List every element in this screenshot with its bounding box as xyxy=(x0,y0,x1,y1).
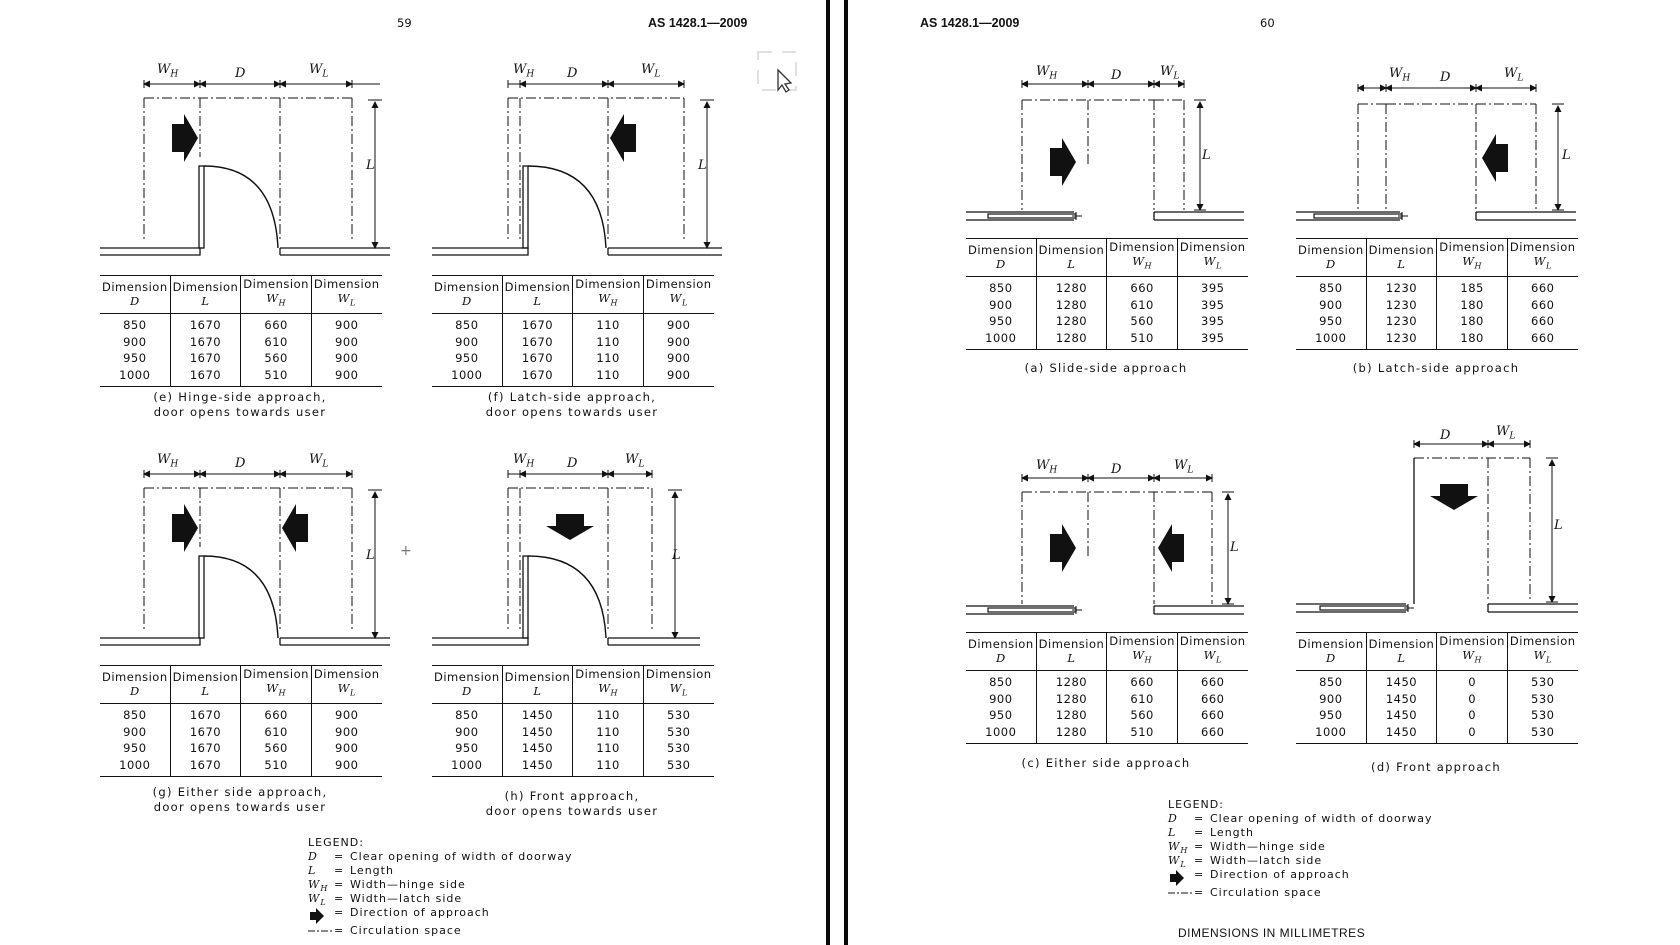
symbol-d: D xyxy=(1440,70,1451,85)
diagram-c xyxy=(966,458,1256,628)
table-row: 950 1280 560 660 xyxy=(966,707,1248,724)
column-header-wh: Dimension $W_H$ xyxy=(573,666,644,704)
symbol-d: D xyxy=(567,66,578,81)
table-row: 900 1230 180 660 xyxy=(1296,297,1578,314)
symbol-wh: $W_H$ xyxy=(157,452,179,470)
circulation-line-icon xyxy=(1168,891,1192,895)
table-row: 900 1280 610 395 xyxy=(966,297,1248,314)
column-header-l: Dimension L xyxy=(1366,239,1437,277)
symbol-wh: $W_H$ xyxy=(513,452,535,470)
dimension-table-g xyxy=(100,665,382,777)
column-header-wl: Dimension $W_L$ xyxy=(643,276,713,314)
symbol-wh: $W_H$ xyxy=(1389,66,1411,84)
table-row: 850 1280 660 395 xyxy=(966,277,1248,297)
legend-item: $W_H$ = Width—hinge side xyxy=(308,878,466,894)
cursor-icon xyxy=(756,50,798,94)
symbol-l: L xyxy=(366,158,375,173)
symbol-l: L xyxy=(1554,518,1563,533)
symbol-d: D xyxy=(1440,428,1451,443)
column-header-d: Dimension D xyxy=(966,633,1036,671)
diagram-e xyxy=(100,62,390,262)
dimension-table-h xyxy=(432,665,714,777)
column-header-d: Dimension D xyxy=(100,276,170,314)
figure-caption-b: (b) Latch-side approach xyxy=(1352,361,1520,375)
column-header-wl: Dimension $W_L$ xyxy=(643,666,713,704)
table-row: 950 1280 560 395 xyxy=(966,313,1248,330)
figure-caption-h: (h) Front approach, door opens towards user xyxy=(485,789,659,818)
symbol-d: D xyxy=(235,66,246,81)
dimension-table-e xyxy=(100,275,382,387)
symbol-l: L xyxy=(698,158,707,173)
column-header-l: Dimension L xyxy=(502,666,573,704)
table-row: 950 1670 560 900 xyxy=(100,740,382,757)
symbol-wh: $W_H$ xyxy=(1036,458,1058,476)
dimension-table-d xyxy=(1296,632,1578,744)
table-row: 850 1230 185 660 xyxy=(1296,277,1578,297)
table-row: 1000 1670 110 900 xyxy=(432,367,714,387)
table-row: 850 1670 660 900 xyxy=(100,314,382,334)
table-row: 850 1450 0 530 xyxy=(1296,671,1578,691)
symbol-wh: $W_H$ xyxy=(513,62,535,80)
table-row: 900 1670 110 900 xyxy=(432,334,714,351)
column-header-wl: Dimension $W_L$ xyxy=(1507,633,1577,671)
table-row: 950 1450 0 530 xyxy=(1296,707,1578,724)
symbol-wl: $W_L$ xyxy=(1504,66,1524,84)
symbol-wl: $W_L$ xyxy=(309,62,329,80)
legend xyxy=(1168,798,1468,900)
table-row: 950 1450 110 530 xyxy=(432,740,714,757)
table-row: 1000 1230 180 660 xyxy=(1296,330,1578,350)
table-row: 850 1670 110 900 xyxy=(432,314,714,334)
symbol-l: L xyxy=(1562,148,1571,163)
circulation-line-icon xyxy=(308,929,332,933)
legend-item: $W_H$ = Width—hinge side xyxy=(1168,840,1326,856)
legend-item: D = Clear opening of width of doorway xyxy=(1168,812,1433,825)
column-header-d: Dimension D xyxy=(432,666,502,704)
symbol-l: L xyxy=(1230,540,1239,555)
symbol-wl: $W_L$ xyxy=(1174,458,1194,476)
symbol-wl: $W_L$ xyxy=(309,452,329,470)
legend-item: = Circulation space xyxy=(1168,886,1468,900)
table-row: 850 1670 660 900 xyxy=(100,704,382,724)
legend-item: $W_L$ = Width—latch side xyxy=(308,892,463,908)
column-header-wh: Dimension $W_H$ xyxy=(241,666,312,704)
table-row: 1000 1450 0 530 xyxy=(1296,724,1578,744)
dimension-table-c xyxy=(966,632,1248,744)
approach-arrow-icon xyxy=(308,908,332,924)
legend-item: = Direction of approach xyxy=(1168,868,1468,886)
column-header-d: Dimension D xyxy=(1296,633,1366,671)
column-header-l: Dimension L xyxy=(1036,239,1107,277)
table-row: 900 1670 610 900 xyxy=(100,724,382,741)
figure-caption-a: (a) Slide-side approach xyxy=(1024,361,1188,375)
page-number: 59 xyxy=(397,16,412,30)
column-header-wl: Dimension $W_L$ xyxy=(311,276,381,314)
legend-item: = Direction of approach xyxy=(308,906,608,924)
table-row: 950 1230 180 660 xyxy=(1296,313,1578,330)
legend-title: LEGEND: xyxy=(1168,798,1224,811)
diagram-a xyxy=(966,64,1256,234)
diagram-f xyxy=(432,62,722,262)
column-header-wh: Dimension $W_H$ xyxy=(1107,239,1178,277)
table-row: 1000 1670 510 900 xyxy=(100,367,382,387)
symbol-d: D xyxy=(567,456,578,471)
legend-item: = Circulation space xyxy=(308,924,608,938)
column-header-wh: Dimension $W_H$ xyxy=(1437,633,1508,671)
column-header-wl: Dimension $W_L$ xyxy=(1507,239,1577,277)
column-header-l: Dimension L xyxy=(502,276,573,314)
table-row: 850 1280 660 660 xyxy=(966,671,1248,691)
symbol-l: L xyxy=(366,548,375,563)
column-header-wl: Dimension $W_L$ xyxy=(1177,633,1247,671)
dimension-table-a xyxy=(966,238,1248,350)
column-header-l: Dimension L xyxy=(1366,633,1437,671)
column-header-d: Dimension D xyxy=(966,239,1036,277)
symbol-d: D xyxy=(1111,68,1122,83)
column-header-wh: Dimension $W_H$ xyxy=(241,276,312,314)
approach-arrow-icon xyxy=(1168,870,1192,886)
figure-caption-f: (f) Latch-side approach, door opens towards user xyxy=(485,390,659,419)
standard-number: AS 1428.1—2009 xyxy=(648,16,748,30)
column-header-d: Dimension D xyxy=(432,276,502,314)
legend-item: L = Length xyxy=(308,864,394,877)
column-header-wl: Dimension $W_L$ xyxy=(311,666,381,704)
figure-caption-c: (c) Either side approach xyxy=(1021,756,1191,770)
dimension-table-b xyxy=(1296,238,1578,350)
legend xyxy=(308,836,608,938)
symbol-wl: $W_L$ xyxy=(1160,64,1180,82)
diagram-g xyxy=(100,452,390,652)
column-header-l: Dimension L xyxy=(170,666,241,704)
symbol-l: L xyxy=(1202,148,1211,163)
table-row: 950 1670 110 900 xyxy=(432,350,714,367)
symbol-d: D xyxy=(1111,462,1122,477)
table-row: 1000 1450 110 530 xyxy=(432,757,714,777)
legend-title: LEGEND: xyxy=(308,836,364,849)
standard-number: AS 1428.1—2009 xyxy=(920,16,1020,30)
table-row: 850 1450 110 530 xyxy=(432,704,714,724)
diagram-d xyxy=(1296,426,1586,626)
legend-item: L = Length xyxy=(1168,826,1254,839)
legend-item: $W_L$ = Width—latch side xyxy=(1168,854,1323,870)
figure-caption-e: (e) Hinge-side approach, door opens towards user xyxy=(153,390,327,419)
column-header-d: Dimension D xyxy=(100,666,170,704)
column-header-l: Dimension L xyxy=(170,276,241,314)
column-header-wl: Dimension $W_L$ xyxy=(1177,239,1247,277)
table-row: 950 1670 560 900 xyxy=(100,350,382,367)
column-header-wh: Dimension $W_H$ xyxy=(573,276,644,314)
symbol-wh: $W_H$ xyxy=(1036,64,1058,82)
legend-item: D = Clear opening of width of doorway xyxy=(308,850,573,863)
table-row: 1000 1280 510 660 xyxy=(966,724,1248,744)
symbol-wl: $W_L$ xyxy=(641,62,661,80)
plus-mark: + xyxy=(400,543,412,559)
column-header-wh: Dimension $W_H$ xyxy=(1107,633,1178,671)
page-number: 60 xyxy=(1260,16,1275,30)
table-row: 1000 1280 510 395 xyxy=(966,330,1248,350)
symbol-d: D xyxy=(235,456,246,471)
units-note: DIMENSIONS IN MILLIMETRES xyxy=(1178,926,1366,940)
symbol-wl: $W_L$ xyxy=(625,452,645,470)
figure-caption-d: (d) Front approach xyxy=(1371,760,1501,774)
table-row: 900 1280 610 660 xyxy=(966,691,1248,708)
figure-caption-g: (g) Either side approach, door opens towards user xyxy=(152,785,328,814)
page-gutter xyxy=(826,0,830,945)
dimension-table-f xyxy=(432,275,714,387)
table-row: 1000 1670 510 900 xyxy=(100,757,382,777)
symbol-l: L xyxy=(672,548,681,563)
column-header-d: Dimension D xyxy=(1296,239,1366,277)
diagram-b xyxy=(1296,68,1586,234)
column-header-l: Dimension L xyxy=(1036,633,1107,671)
table-row: 900 1450 110 530 xyxy=(432,724,714,741)
table-row: 900 1670 610 900 xyxy=(100,334,382,351)
symbol-wl: $W_L$ xyxy=(1496,424,1516,442)
symbol-wh: $W_H$ xyxy=(157,62,179,80)
table-row: 900 1450 0 530 xyxy=(1296,691,1578,708)
column-header-wh: Dimension $W_H$ xyxy=(1437,239,1508,277)
